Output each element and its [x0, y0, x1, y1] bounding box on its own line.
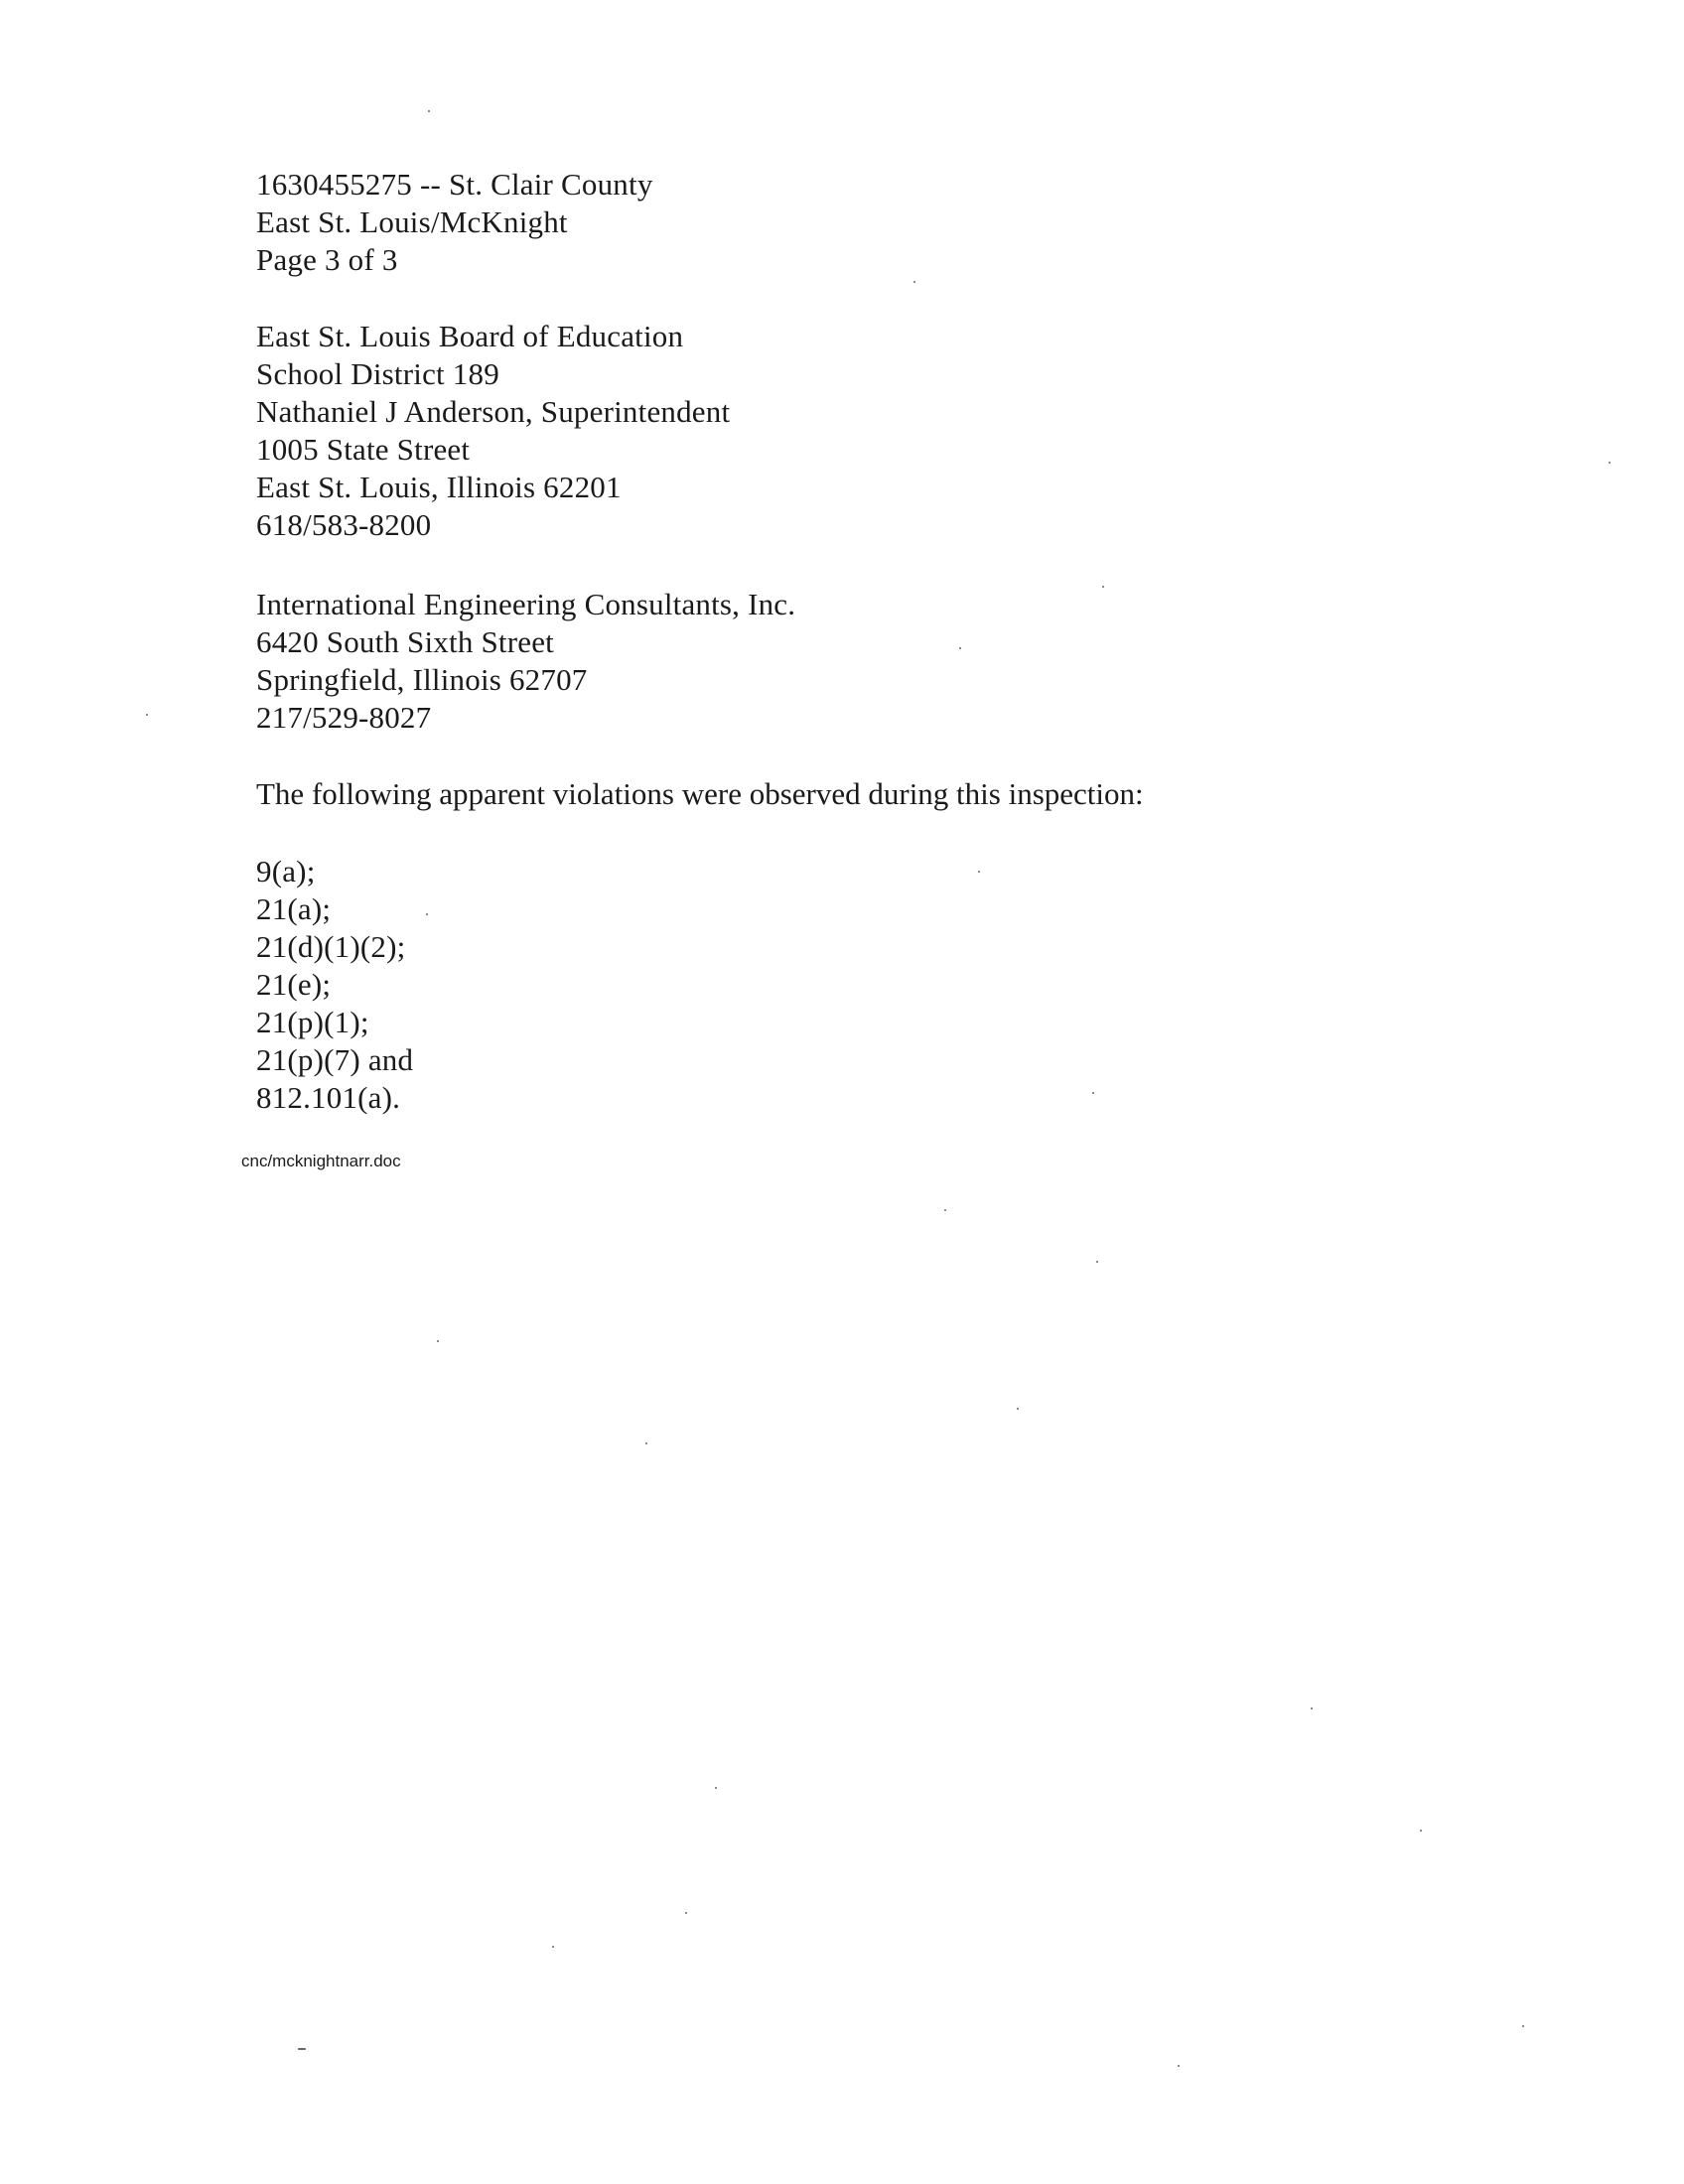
scan-speck [715, 1787, 717, 1789]
scan-speck [1096, 1261, 1098, 1263]
violation-item: 812.101(a). [256, 1080, 401, 1115]
scan-speck [146, 714, 148, 716]
page-number-line: Page 3 of 3 [256, 242, 398, 277]
owner-phone: 618/583-8200 [256, 507, 432, 542]
consultant-street: 6420 South Sixth Street [256, 624, 554, 659]
scan-speck [1522, 2025, 1524, 2027]
scan-speck [426, 913, 428, 915]
scan-speck [1420, 1830, 1422, 1832]
scan-speck [944, 1209, 946, 1211]
scan-speck [1102, 586, 1104, 588]
scan-speck [1311, 1707, 1313, 1709]
consultant-phone: 217/529-8027 [256, 700, 432, 735]
owner-city: East St. Louis, Illinois 62201 [256, 470, 622, 504]
scan-speck [913, 281, 915, 283]
consultant-address-block [256, 586, 795, 737]
file-reference: cnc/mcknightnarr.doc [241, 1152, 401, 1170]
site-name-line: East St. Louis/McKnight [256, 205, 568, 239]
owner-contact: Nathaniel J Anderson, Superintendent [256, 394, 731, 429]
violation-item: 21(a); [256, 891, 332, 926]
violations-statement: The following apparent violations were observed during this inspection: [256, 776, 1144, 811]
consultant-city: Springfield, Illinois 62707 [256, 662, 588, 697]
scan-speck [298, 2048, 306, 2050]
owner-name: East St. Louis Board of Education [256, 319, 684, 353]
owner-address-block [256, 318, 730, 544]
scan-speck [1017, 1408, 1019, 1410]
page-header [256, 166, 653, 279]
scan-speck [428, 110, 430, 112]
consultant-name: International Engineering Consultants, Inc. [256, 587, 796, 621]
case-id-line: 1630455275 -- St. Clair County [256, 167, 653, 202]
scan-speck [645, 1442, 647, 1444]
violation-item: 9(a); [256, 854, 316, 888]
violations-list [256, 853, 413, 1117]
scan-speck [959, 647, 961, 649]
violation-item: 21(p)(1); [256, 1005, 369, 1039]
owner-street: 1005 State Street [256, 432, 471, 467]
scan-speck [1092, 1092, 1094, 1094]
violation-item: 21(p)(7) and [256, 1042, 414, 1077]
scan-speck [437, 1340, 439, 1342]
scan-speck [978, 871, 980, 873]
scan-speck [1178, 2065, 1180, 2067]
violation-item: 21(e); [256, 967, 332, 1002]
owner-district: School District 189 [256, 356, 499, 391]
scan-speck [685, 1912, 687, 1914]
scan-speck [1609, 462, 1611, 464]
scan-speck [552, 1946, 554, 1948]
violation-item: 21(d)(1)(2); [256, 929, 406, 964]
